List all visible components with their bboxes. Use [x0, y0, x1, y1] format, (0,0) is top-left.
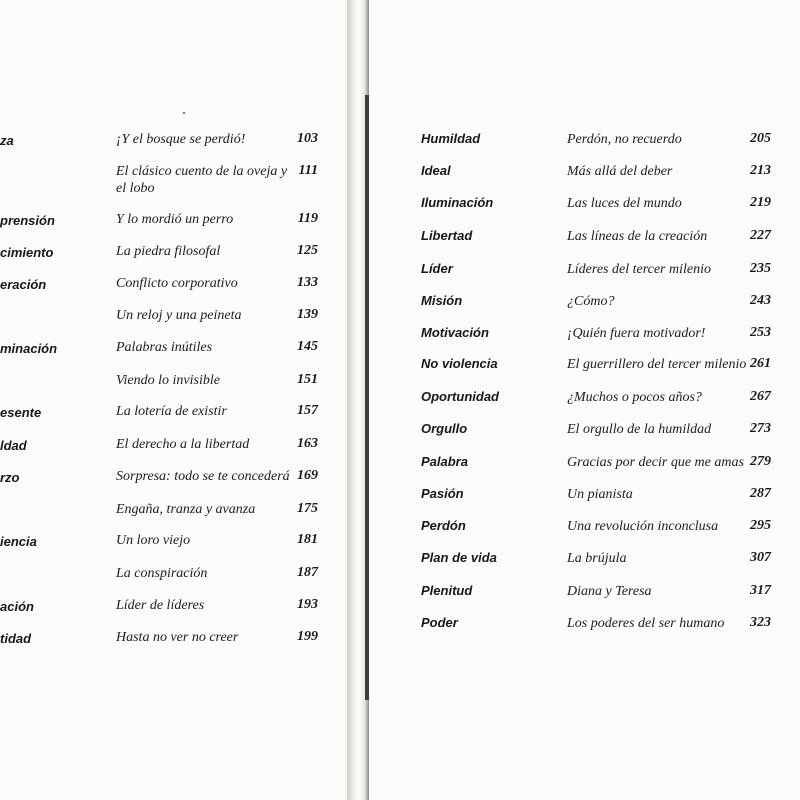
toc-page-number: 157	[297, 403, 318, 418]
toc-topic: esente	[0, 405, 42, 420]
ink-speck	[183, 112, 185, 114]
toc-title: El clásico cuento de la oveja y el lobo	[116, 164, 288, 196]
toc-entry	[369, 228, 800, 248]
toc-title: Los poderes del ser humano	[567, 616, 725, 631]
toc-page-number: 295	[750, 518, 771, 533]
toc-entry	[369, 356, 800, 376]
toc-title: Y lo mordió un perro	[116, 212, 234, 227]
toc-entry	[369, 518, 800, 538]
toc-topic: Plenitud	[421, 583, 473, 598]
toc-title: La brújula	[567, 551, 627, 566]
toc-page-number: 213	[750, 163, 771, 178]
toc-entry	[369, 454, 800, 474]
toc-page-number: 139	[297, 307, 318, 322]
toc-title: Conflicto corporativo	[116, 276, 238, 291]
toc-title: La lotería de existir	[116, 404, 227, 419]
toc-title: Gracias por decir que me amas	[567, 455, 744, 470]
toc-title: La conspiración	[116, 566, 208, 581]
toc-page-number: 193	[297, 597, 318, 612]
toc-title: Hasta no ver no creer	[116, 630, 239, 645]
toc-entry	[0, 275, 347, 295]
toc-topic: Oportunidad	[421, 389, 499, 404]
toc-page-number: 267	[750, 389, 771, 404]
toc-title: ¡Y el bosque se perdió!	[116, 132, 246, 147]
toc-page-number: 151	[297, 372, 318, 387]
toc-entry	[369, 583, 800, 603]
toc-topic: Ideal	[421, 163, 451, 178]
toc-page-number: 163	[297, 436, 318, 451]
toc-entry	[0, 243, 347, 263]
toc-title: Un loro viejo	[116, 533, 191, 548]
toc-page-number: 205	[750, 131, 771, 146]
toc-entry	[0, 565, 347, 585]
toc-topic: No violencia	[421, 356, 498, 371]
toc-entry	[0, 163, 347, 196]
toc-entry	[0, 436, 347, 456]
toc-title: Más allá del deber	[567, 164, 673, 179]
toc-topic: iencia	[0, 534, 37, 549]
toc-title: Las luces del mundo	[567, 196, 682, 211]
toc-title: Sorpresa: todo se te concederá	[116, 469, 290, 484]
toc-topic: rzo	[0, 470, 20, 485]
toc-title: Un reloj y una peineta	[116, 308, 242, 323]
toc-entry	[369, 486, 800, 506]
toc-page-number: 145	[297, 339, 318, 354]
toc-topic: Plan de vida	[421, 550, 497, 565]
toc-page-number: 103	[297, 131, 318, 146]
toc-topic: za	[0, 133, 14, 148]
toc-title: Las líneas de la creación	[567, 229, 708, 244]
toc-title: Líder de líderes	[116, 598, 205, 613]
toc-entry	[369, 389, 800, 409]
toc-entry	[0, 372, 347, 392]
toc-topic: Libertad	[421, 228, 473, 243]
toc-page-number: 181	[297, 532, 318, 547]
toc-topic: Poder	[421, 615, 458, 630]
toc-entry	[369, 261, 800, 281]
toc-entry	[0, 597, 347, 617]
toc-entry	[369, 131, 800, 151]
left-page	[0, 0, 347, 800]
toc-topic: prensión	[0, 213, 55, 228]
toc-topic: eración	[0, 277, 47, 292]
toc-page-number: 169	[297, 468, 318, 483]
toc-topic: Orgullo	[421, 421, 468, 436]
toc-entry	[0, 339, 347, 359]
toc-title: ¡Quién fuera motivador!	[567, 326, 706, 341]
toc-topic: Iluminación	[421, 195, 494, 210]
toc-topic: cimiento	[0, 245, 54, 260]
toc-page-number: 111	[298, 163, 318, 178]
toc-entry	[369, 550, 800, 570]
toc-entry	[0, 468, 347, 488]
toc-topic: Perdón	[421, 518, 466, 533]
toc-page-number: 307	[750, 550, 771, 565]
toc-topic: Motivación	[421, 325, 489, 340]
toc-title: Un pianista	[567, 487, 633, 502]
toc-page-number: 219	[750, 195, 771, 210]
toc-title: El guerrillero del tercer milenio	[567, 357, 747, 372]
toc-title: ¿Cómo?	[567, 294, 615, 309]
toc-title: Una revolución inconclusa	[567, 519, 719, 534]
toc-title: El orgullo de la humildad	[567, 422, 712, 437]
toc-entry	[369, 421, 800, 441]
toc-topic: tidad	[0, 631, 32, 646]
toc-page-number: 279	[750, 454, 771, 469]
toc-page-number: 175	[297, 501, 318, 516]
toc-topic: Humildad	[421, 131, 481, 146]
toc-page-number: 125	[297, 243, 318, 258]
toc-page-number: 261	[750, 356, 771, 371]
toc-topic: ldad	[0, 438, 27, 453]
toc-entry	[0, 307, 347, 327]
toc-page-number: 235	[750, 261, 771, 276]
toc-title: La piedra filosofal	[116, 244, 221, 259]
toc-title: Palabras inútiles	[116, 340, 213, 355]
toc-entry	[369, 615, 800, 635]
toc-page-number: 317	[750, 583, 771, 598]
toc-entry	[369, 293, 800, 313]
toc-page-number: 187	[297, 565, 318, 580]
toc-entry	[0, 131, 347, 151]
toc-entry	[0, 629, 347, 649]
toc-topic: Misión	[421, 293, 463, 308]
toc-title: El derecho a la libertad	[116, 437, 250, 452]
toc-entry	[369, 163, 800, 183]
toc-page-number: 119	[297, 211, 318, 226]
toc-page-number: 253	[750, 325, 771, 340]
toc-page-number: 287	[750, 486, 771, 501]
right-page	[369, 0, 800, 800]
toc-page-number: 243	[750, 293, 771, 308]
toc-page-number: 199	[297, 629, 318, 644]
toc-title: Diana y Teresa	[567, 584, 652, 599]
toc-title: Líderes del tercer milenio	[567, 262, 711, 277]
toc-page-number: 227	[750, 228, 771, 243]
toc-topic: Líder	[421, 261, 453, 276]
toc-entry	[369, 195, 800, 215]
toc-title: Perdón, no recuerdo	[567, 132, 682, 147]
toc-title: Viendo lo invisible	[116, 373, 220, 388]
toc-page-number: 273	[750, 421, 771, 436]
toc-topic: Palabra	[421, 454, 468, 469]
toc-entry	[0, 532, 347, 552]
toc-entry	[0, 211, 347, 231]
toc-topic: ación	[0, 599, 34, 614]
toc-page-number: 323	[750, 615, 771, 630]
toc-entry	[369, 325, 800, 345]
toc-entry	[0, 403, 347, 423]
toc-title: ¿Muchos o pocos años?	[567, 390, 702, 405]
toc-entry	[0, 501, 347, 521]
toc-topic: minación	[0, 341, 58, 356]
toc-title: Engaña, tranza y avanza	[116, 502, 256, 517]
toc-topic: Pasión	[421, 486, 464, 501]
toc-page-number: 133	[297, 275, 318, 290]
